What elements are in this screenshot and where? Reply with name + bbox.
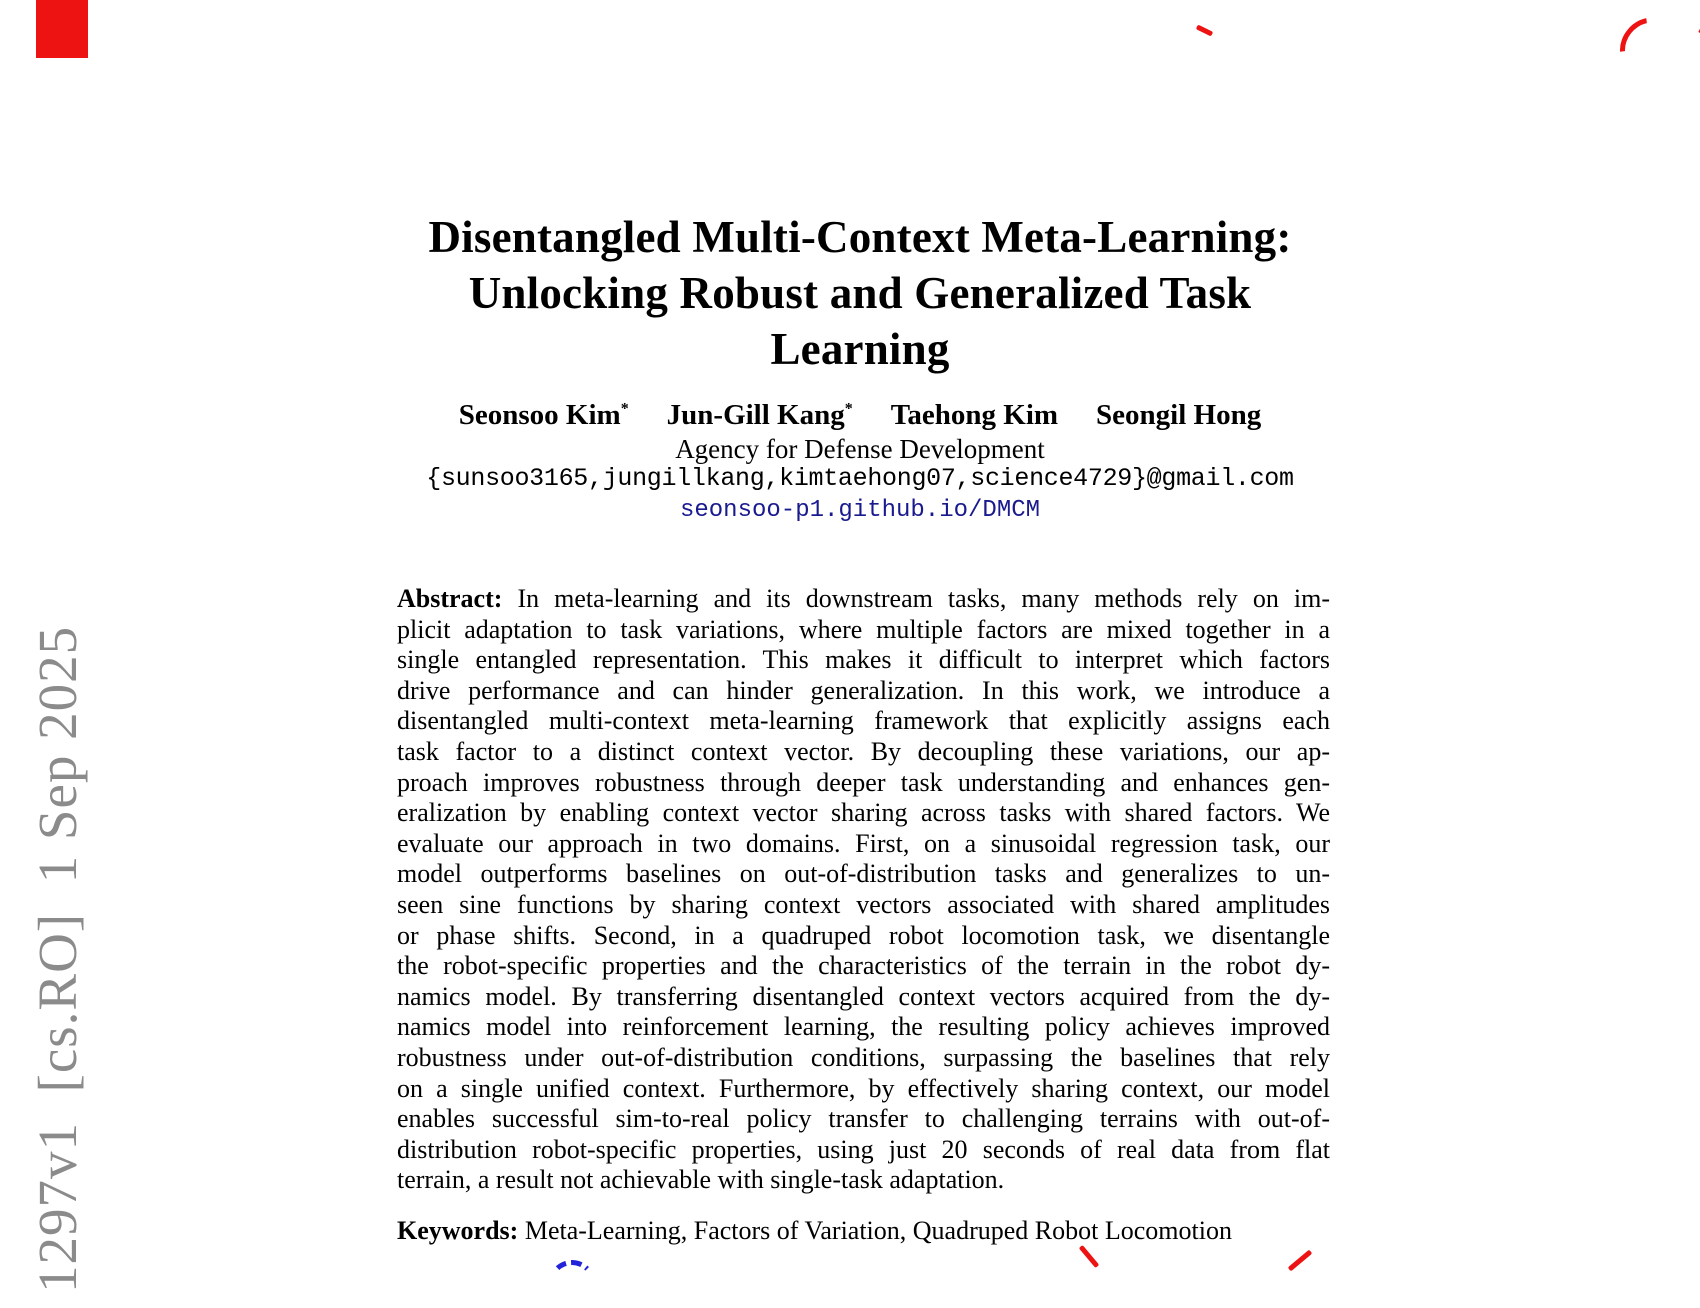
- red-dash-fragment-top-middle: [1196, 25, 1213, 37]
- abstract-line: Abstract: In meta-learning and its downstream tasks, many methods rely on im-: [397, 584, 1330, 613]
- abstract-line: task factor to a distinct context vector. By decoupling these variations, our ap-: [397, 736, 1330, 766]
- author-3-name: Taehong Kim: [890, 399, 1059, 431]
- author-1: [459, 399, 629, 432]
- author-2-name: Jun-Gill Kang: [666, 399, 845, 431]
- author-4-name: Seongil Hong: [1096, 399, 1262, 431]
- keywords: [397, 1216, 1330, 1246]
- author-1-name: Seonsoo Kim: [458, 399, 621, 431]
- author-4: [1096, 399, 1261, 432]
- abstract-line: or phase shifts. Second, in a quadruped robot locomotion task, we disentangle: [397, 920, 1330, 950]
- abstract-line: model outperforms baselines on out-of-distribution tasks and generalizes to un-: [397, 859, 1330, 889]
- red-rectangle-fragment-top-left: [36, 0, 88, 58]
- keywords-label: Keywords:: [397, 1216, 519, 1245]
- abstract-line: terrain, a result not achievable with single-task adaptation.: [397, 1165, 1005, 1195]
- keywords-text: Meta-Learning, Factors of Variation, Quadruped Robot Locomotion: [524, 1216, 1232, 1245]
- author-2-footnote-mark: *: [844, 400, 853, 418]
- abstract-line: enables successful sim-to-real policy transfer to challenging terrains with out-of-: [397, 1104, 1330, 1134]
- abstract-line: seen sine functions by sharing context vectors associated with shared amplitudes: [397, 889, 1330, 919]
- title-line-1: Disentangled Multi-Context Meta-Learning:: [428, 212, 1292, 262]
- abstract-line: plicit adaptation to task variations, where multiple factors are mixed together in a: [397, 614, 1330, 644]
- abstract-line: namics model into reinforcement learning, the resulting policy achieves improved: [397, 1012, 1330, 1042]
- project-website-link[interactable]: seonsoo-p1.github.io/DMCM: [679, 497, 1041, 524]
- red-curve-fragment-bottom-1: [1079, 1245, 1100, 1268]
- abstract-line: the robot-specific properties and the characteristics of the terrain in the robot dy-: [397, 951, 1330, 981]
- arxiv-watermark: 1297v1 [cs.RO] 1 Sep 2025: [27, 625, 88, 1293]
- blue-dashed-curve-fragment-bottom: [548, 1260, 596, 1308]
- authors-row: [385, 399, 1335, 432]
- abstract-line: drive performance and can hinder generalization. In this work, we introduce a: [397, 675, 1330, 705]
- abstract-line: namics model. By transferring disentangled context vectors acquired from the dy-: [397, 981, 1330, 1011]
- abstract: [397, 584, 1330, 1196]
- red-curve-fragment-bottom-2: [1288, 1250, 1313, 1272]
- page-title: [385, 209, 1335, 377]
- author-emails: {sunsoo3165,jungillkang,kimtaehong07,science4729}@gmail.com: [426, 464, 1294, 493]
- abstract-line: evaluate our approach in two domains. First, on a sinusoidal regression task, our: [397, 828, 1330, 858]
- abstract-line: distribution robot-specific properties, using just 20 seconds of real data from flat: [397, 1134, 1330, 1164]
- title-line-2: Unlocking Robust and Generalized Task Learning: [468, 268, 1252, 374]
- author-1-footnote-mark: *: [620, 400, 629, 418]
- author-2: [667, 399, 853, 432]
- abstract-line: on a single unified context. Furthermore, by effectively sharing context, our model: [397, 1073, 1330, 1103]
- abstract-line: robustness under out-of-distribution conditions, surpassing the baselines that rely: [397, 1042, 1330, 1072]
- abstract-label: Abstract:: [397, 584, 503, 613]
- author-3: [891, 399, 1058, 432]
- abstract-line: eralization by enabling context vector sharing across tasks with shared factors. We: [397, 798, 1330, 828]
- abstract-line: single entangled representation. This makes it difficult to interpret which factors: [397, 645, 1330, 675]
- affiliation: Agency for Defense Development: [675, 434, 1045, 464]
- abstract-line: disentangled multi-context meta-learning framework that explicitly assigns each: [397, 706, 1330, 736]
- abstract-line: proach improves robustness through deeper task understanding and enhances gen-: [397, 767, 1330, 797]
